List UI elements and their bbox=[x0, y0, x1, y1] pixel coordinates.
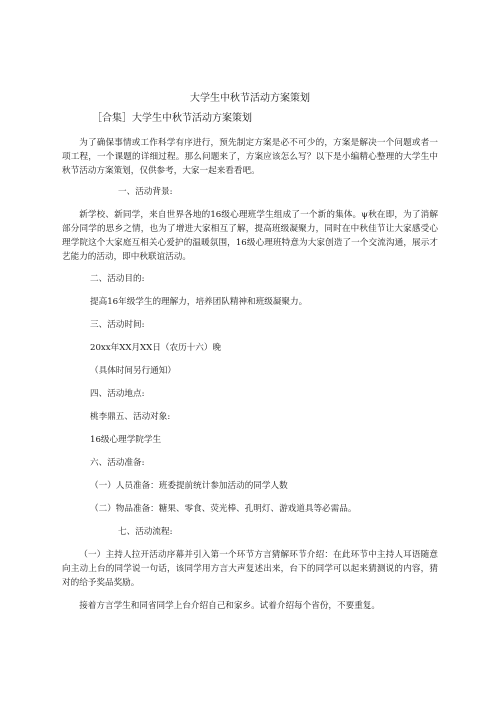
background-heading: 一、活动背景: bbox=[118, 187, 173, 197]
prep-people: （一）人员准备：班委提前统计参加活动的同学人数 bbox=[90, 481, 288, 491]
flow-heading: 七、活动流程: bbox=[118, 527, 173, 537]
flow-paragraph-1: （一）主持人拉开活动序幕并引入第一个环节方言猜解环节介绍：在此环节中主持人耳语随意向主动上台的同学说一句话，该同学用方言大声复述出来，台下的同学可以起来猜测说的内容，猜对的给予奖品奖励。 bbox=[62, 550, 438, 588]
prep-items: （二）物品准备：糖果、零食、荧光棒、孔明灯、游戏道具等必需品。 bbox=[90, 504, 357, 514]
prep-heading: 六、活动准备: bbox=[90, 458, 145, 468]
intro-paragraph: 为了确保事情或工作科学有序进行，预先制定方案是必不可少的，方案是解决一个问题或者一项工程，一个课题的详细过程。那么问题来了，方案应该怎么写？以下是小编精心整理的大学生中秋节活动方案策划，仅供参考，大家一起来看看吧。 bbox=[62, 138, 438, 176]
location-heading: 四、活动地点: bbox=[90, 389, 145, 399]
purpose-text: 提高16年级学生的理解力，培养团队精神和班级凝聚力。 bbox=[90, 297, 308, 307]
audience-text: 16级心理学院学生 bbox=[90, 435, 162, 445]
document-title: 大学生中秋节活动方案策划 bbox=[190, 93, 310, 104]
background-paragraph: 新学校、新同学，来自世界各地的16级心理班学生组成了一个新的集体。ψ秋在即，为了消解部分同学的思乡之情，也为了增进大家相互了解，提高班级凝聚力，同时在中秋佳节让大家感受心理学院这个大家庭互相关心爱护的温暖氛围，16级心理班特意为大家创造了一个交流沟通，展示才艺能力的活动，即中秋联谊活动。 bbox=[62, 210, 438, 262]
time-text: 20xx年XX月XX日（农历十六）晚 bbox=[90, 343, 222, 353]
flow-paragraph-2: 接着方言学生和同省同学上台介绍自己和家乡。试着介绍每个省份，不要重复。 bbox=[79, 601, 380, 611]
location-text: 桃李鼎五、活动对象: bbox=[90, 412, 171, 422]
time-note: （具体时间另行通知） bbox=[90, 366, 176, 376]
document-subtitle: ［合集］大学生中秋节活动方案策划 bbox=[92, 113, 252, 124]
purpose-heading: 二、活动目的: bbox=[90, 274, 145, 284]
time-heading: 三、活动时间: bbox=[90, 320, 145, 330]
